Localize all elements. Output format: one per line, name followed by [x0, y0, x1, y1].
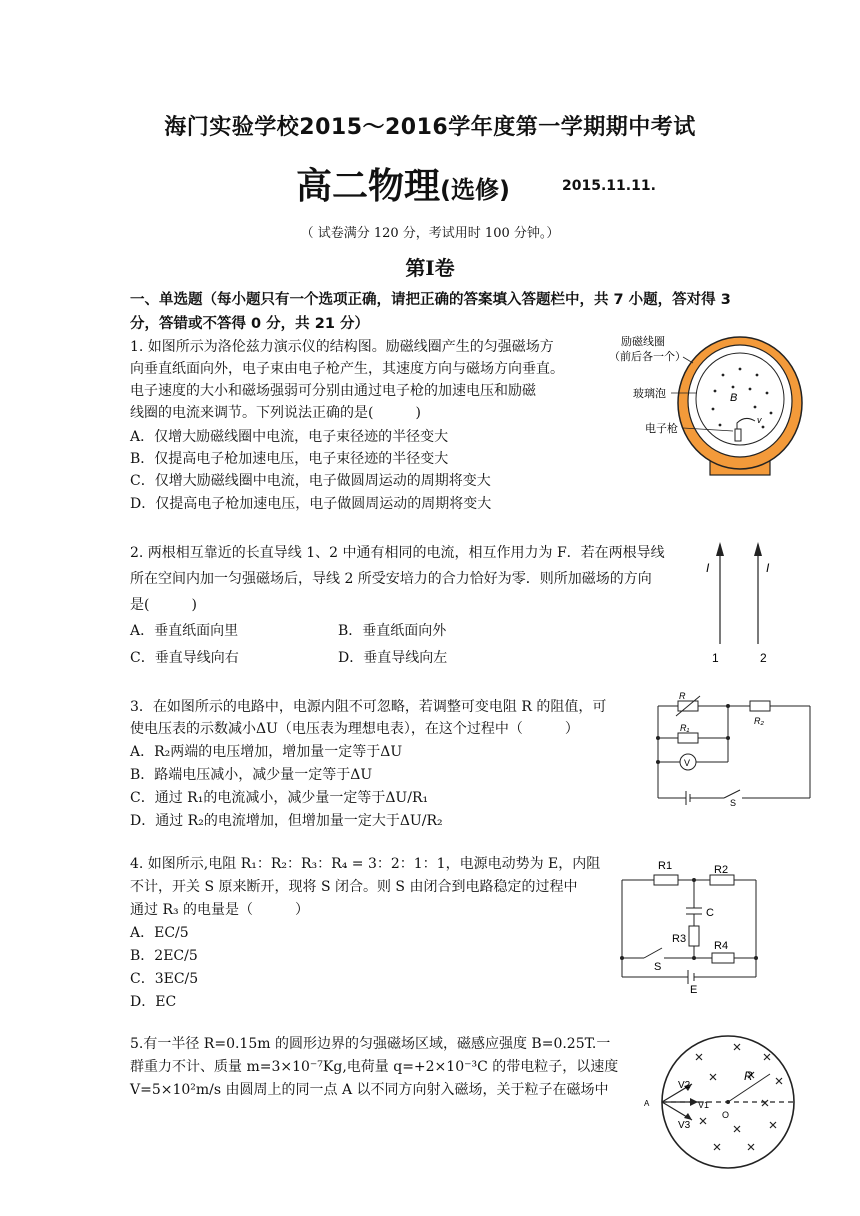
q1-option-b: B．仅提高电子枪加速电压，电子束径迹的半径变大 — [130, 451, 449, 467]
parallel-wires-figure — [700, 534, 780, 668]
q2-option-a: A．垂直纸面向里 — [130, 623, 239, 639]
q1-line: 线圈的电流来调节。下列说法正确的是( ) — [130, 405, 421, 421]
q4-option-a: A．EC/5 — [130, 925, 189, 941]
q4-line: 4. 如图所示,电阻 R₁：R₂：R₃：R₄ = 3：2：1：1，电源电动势为 E，内阻 — [130, 856, 601, 872]
q1-line: 电子速度的大小和磁场强弱可分别由通过电子枪的加速电压和励磁 — [130, 383, 536, 399]
section-heading: 一、单选题（每小题只有一个选项正确，请把正确的答案填入答题栏中，共 7 小题，答对得 3 分，答错或不答得 0 分，共 21 分） — [130, 292, 731, 332]
q4-option-c: C．3EC/5 — [130, 971, 199, 987]
emf-label: E — [690, 984, 698, 994]
q4-line: 不计，开关 S 原来断开，现将 S 闭合。则 S 由闭合到电路稳定的过程中 — [130, 879, 578, 895]
q1-line: 1. 如图所示为洛伦兹力演示仪的结构图。励磁线圈产生的匀强磁场方 — [130, 339, 554, 355]
q4-line: 通过 R₃ 的电量是（ ） — [130, 902, 310, 918]
current-label: I — [766, 561, 770, 575]
q1-option-a: A．仅增大励磁线圈中电流，电子束径迹的半径变大 — [130, 429, 449, 445]
lorentz-apparatus-figure — [605, 333, 815, 478]
capacitor-label: C — [706, 907, 714, 919]
radius-label: R — [744, 1069, 753, 1083]
circuit-figure-q3 — [648, 690, 818, 808]
v1-label: V1 — [698, 1100, 710, 1110]
v3-label: V3 — [678, 1120, 691, 1131]
coil-label: 励磁线圈 — [621, 336, 665, 348]
r1-label: R₁ — [680, 723, 690, 733]
q2-option-b: B．垂直纸面向外 — [338, 623, 447, 639]
r2-label: R2 — [714, 864, 729, 876]
voltmeter-label: V — [684, 758, 691, 768]
exam-date: 2015.11.11. — [562, 178, 656, 194]
q1-option-c: C．仅增大励磁线圈中电流，电子做圆周运动的周期将变大 — [130, 473, 491, 489]
r3-label: R3 — [672, 933, 687, 945]
q1-line: 向垂直纸面向外，电子束由电子枪产生，其速度方向与磁场方向垂直。 — [130, 361, 564, 377]
exam-note: （ 试卷满分 120 分，考试用时 100 分钟。） — [300, 226, 560, 241]
q3-option-d: D．通过 R₂的电流增加，但增加量一定大于ΔU/R₂ — [130, 813, 443, 829]
v2-label: V2 — [678, 1080, 691, 1091]
q2-line: 是( ) — [130, 597, 197, 613]
coil-label-2: （前后各一个） — [609, 351, 686, 363]
switch-label: S — [654, 961, 662, 973]
exam-title: 海门实验学校2015～2016学年度第一学期期中考试 — [164, 115, 696, 140]
q2-line: 2. 两根相互靠近的长直导线 1、2 中通有相同的电流，相互作用力为 F．若在两根导线 — [130, 545, 665, 561]
circuit-figure-q4 — [614, 852, 764, 994]
q5-line: 群重力不计、质量 m=3×10⁻⁷Kg,电荷量 q=+2×10⁻³C 的带电粒子，以速度 — [130, 1059, 619, 1075]
subject-name: 高二物理 — [296, 166, 441, 207]
wire-1-label: 1 — [712, 651, 719, 665]
center-o-label: O — [722, 1110, 730, 1120]
subject-title — [296, 158, 510, 209]
velocity-label: v — [757, 415, 762, 425]
point-a-label: A — [644, 1099, 650, 1108]
subject-suffix: (选修) — [440, 176, 510, 204]
bulb-label: 玻璃泡 — [633, 388, 666, 400]
q2-option-d: D．垂直导线向左 — [338, 650, 448, 666]
q5-line: V=5×10²m/s 由圆周上的同一点 A 以不同方向射入磁场，关于粒子在磁场中 — [130, 1082, 609, 1098]
q4-option-d: D．EC — [130, 994, 177, 1010]
q3-option-a: A．R₂两端的电压增加，增加量一定等于ΔU — [130, 744, 403, 760]
q4-option-b: B．2EC/5 — [130, 948, 198, 964]
q3-line: 3．在如图所示的电路中，电源内阻不可忽略，若调整可变电阻 R 的阻值，可 — [130, 699, 607, 715]
magnetic-field-circle-figure — [638, 1026, 808, 1170]
r1-label: R1 — [658, 860, 673, 872]
wire-2-label: 2 — [760, 651, 767, 665]
r2-label: R₂ — [754, 716, 764, 726]
q3-option-b: B．路端电压减小，减少量一定等于ΔU — [130, 767, 373, 783]
q2-option-c: C．垂直导线向右 — [130, 650, 239, 666]
switch-label: S — [730, 798, 737, 808]
q3-line: 使电压表的示数减小ΔU（电压表为理想电表），在这个过程中（ ） — [130, 721, 579, 737]
r-label: R — [679, 691, 686, 701]
volume-title: 第Ⅰ卷 — [405, 256, 455, 280]
q1-option-d: D．仅提高电子枪加速电压，电子做圆周运动的周期将变大 — [130, 496, 492, 512]
field-label: B — [730, 392, 738, 404]
q3-option-c: C．通过 R₁的电流减小，减少量一定等于ΔU/R₁ — [130, 790, 429, 806]
r4-label: R4 — [714, 940, 729, 952]
q5-line: 5.有一半径 R=0.15m 的圆形边界的匀强磁场区域，磁感应强度 B=0.25T.一 — [130, 1036, 611, 1052]
q2-line: 所在空间内加一匀强磁场后，导线 2 所受安培力的合力恰好为零．则所加磁场的方向 — [130, 571, 652, 587]
gun-label: 电子枪 — [645, 423, 678, 435]
current-label: I — [706, 561, 710, 575]
